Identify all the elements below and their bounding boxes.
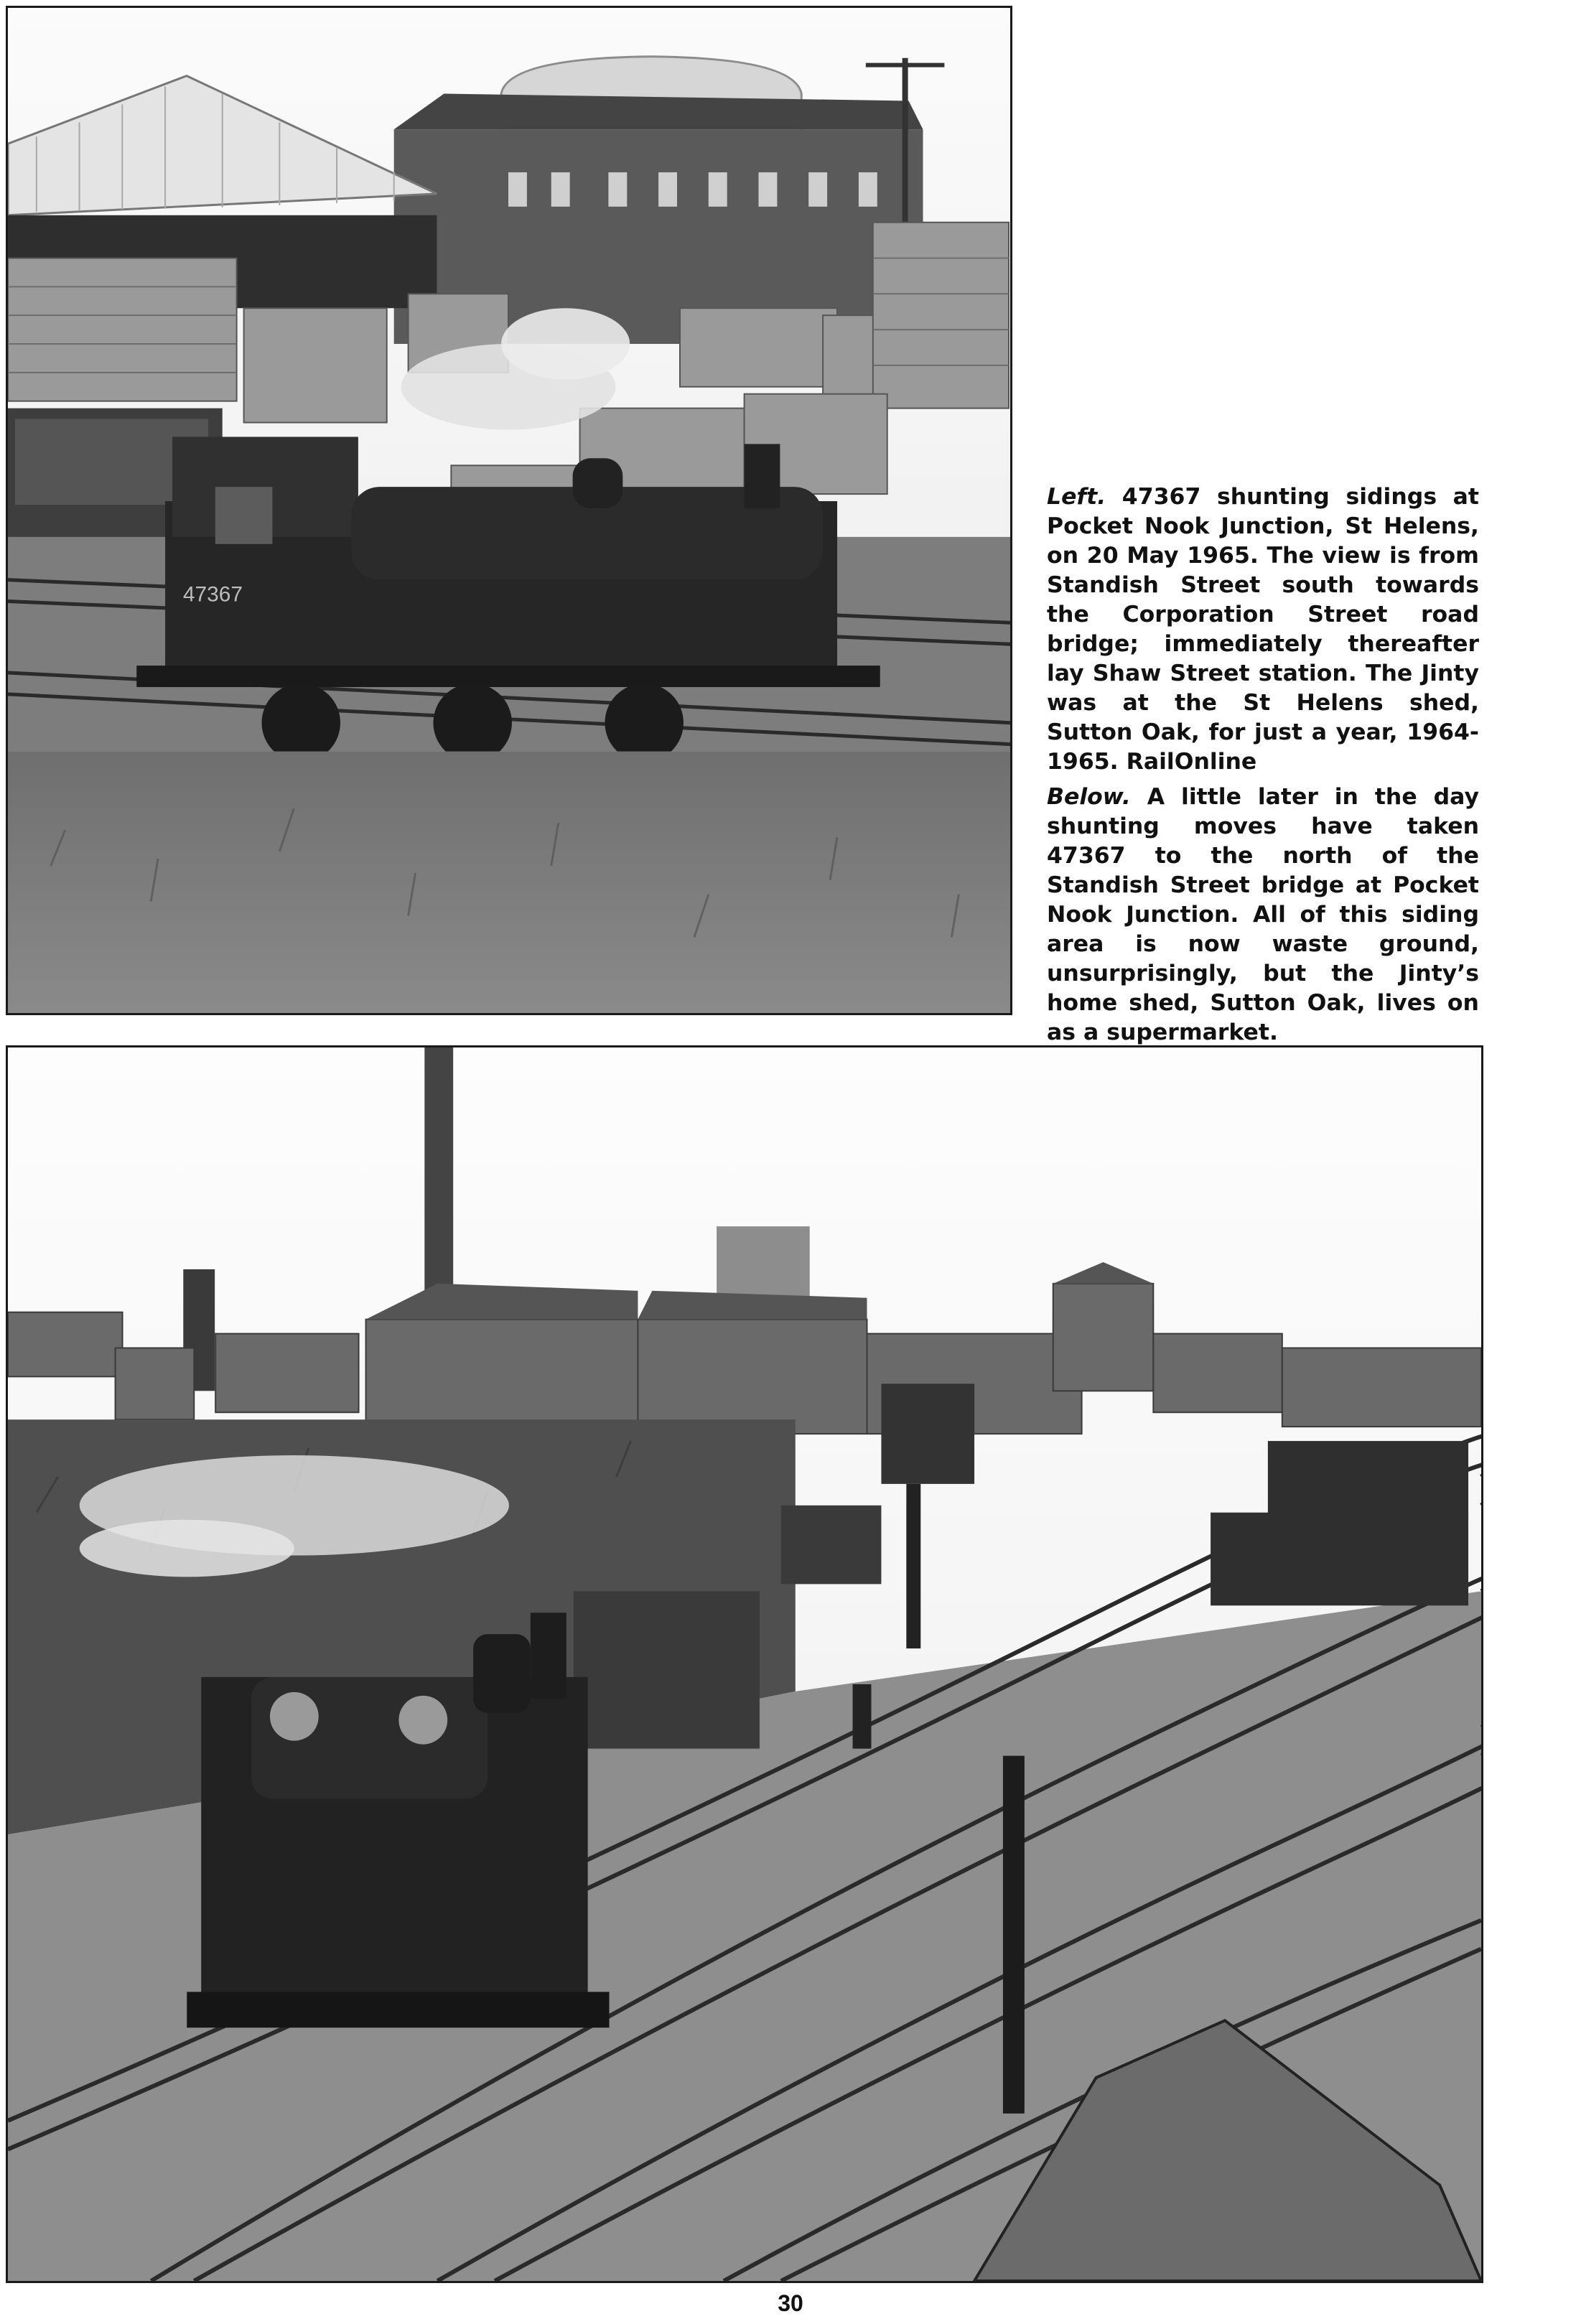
caption-below-lead: Below. [1047,784,1131,810]
caption-left-text: 47367 shunting sidings at Pocket Nook Junction, St Helens, on 20 May 1965. The view is from Standish Street south towards the Corporation Street road bridge; immediately thereafter lay Shaw Street station. The Jinty was at the St Helens shed, Sutton Oak, for just a year, 1964-1965. RailOnline [1047,484,1479,775]
photo-bottom-illustration [8,1047,1481,2281]
caption-left-lead: Left. [1047,484,1106,510]
photo-junction-overview [6,1045,1483,2283]
page-number: 30 [778,2290,803,2316]
caption-below-text: A little later in the day shunting moves have taken 47367 to the north of the Standish Street bridge at Pocket Nook Junction. All of this siding area is now waste ground, unsurprisingly, but the Jinty’s home shed, Sutton Oak, lives on as a supermarket. [1047,784,1479,1045]
caption-below [1047,783,1479,1047]
photo-top-illustration [8,8,1010,1013]
locomotive-number: 47367 [182,582,243,607]
photo-locomotive-sidings [6,6,1012,1015]
caption-left [1047,482,1479,777]
